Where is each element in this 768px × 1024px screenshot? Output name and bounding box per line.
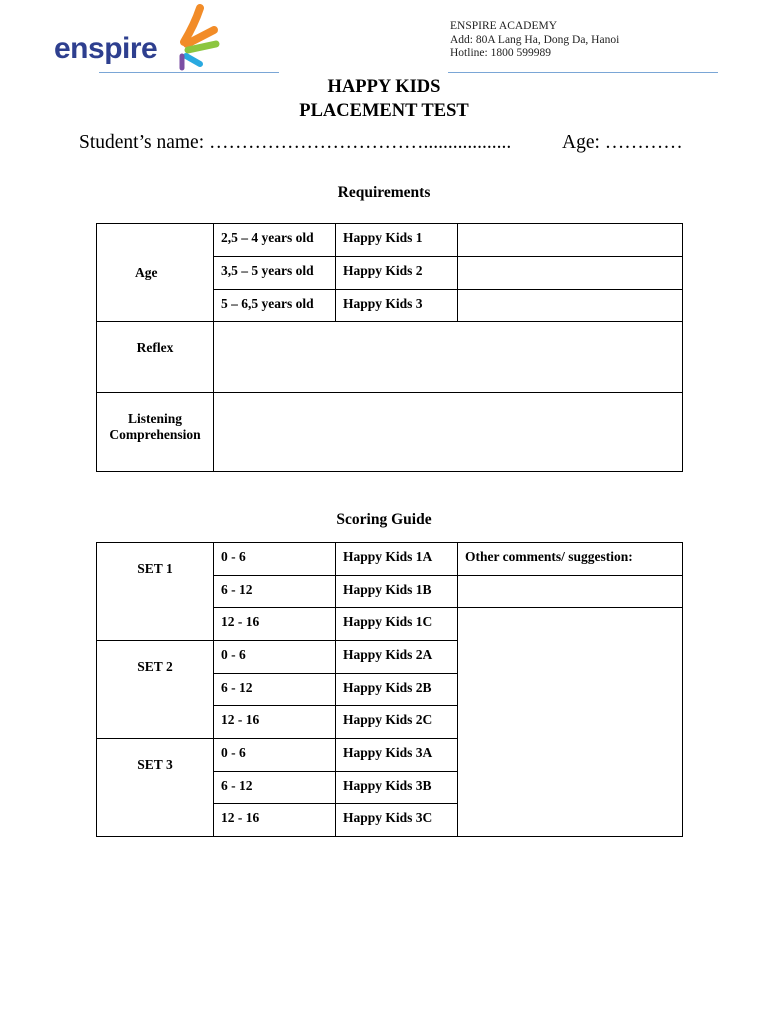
score-level: Happy Kids 3A (336, 739, 458, 772)
score-level: Happy Kids 1A (336, 543, 458, 576)
score-level: Happy Kids 3B (336, 772, 458, 804)
enspire-logo (52, 4, 224, 72)
score-range: 12 - 16 (214, 804, 336, 837)
requirements-heading: Requirements (337, 184, 431, 201)
score-range: 6 - 12 (214, 674, 336, 706)
score-range: 0 - 6 (214, 641, 336, 674)
comments-line-cell (458, 576, 683, 608)
academy-address: Add: 80A Lang Ha, Dong Da, Hanoi (450, 33, 620, 46)
academy-hotline: Hotline: 1800 599989 (450, 47, 551, 59)
table-row (97, 322, 683, 393)
listening-label-line1: Listening (127, 411, 182, 426)
requirements-table (96, 223, 683, 472)
logo-burst-icon (170, 4, 224, 72)
score-range: 12 - 16 (214, 706, 336, 739)
age-level: Happy Kids 2 (336, 257, 458, 290)
reflex-notes-cell (214, 322, 683, 393)
student-age-field: Age: ………… (562, 132, 683, 153)
age-label: Age (97, 224, 214, 322)
academy-name: ENSPIRE ACADEMY (450, 20, 558, 32)
academy-contact (450, 20, 619, 61)
title-line-2: PLACEMENT TEST (299, 101, 469, 121)
comments-label: Other comments/ suggestion: (458, 543, 683, 576)
blank-cell (458, 224, 683, 257)
score-level: Happy Kids 1B (336, 576, 458, 608)
set-label: SET 1 (97, 543, 214, 641)
score-range: 6 - 12 (214, 772, 336, 804)
set-label: SET 2 (97, 641, 214, 739)
table-row (97, 543, 683, 576)
listening-label-line2: Comprehension (109, 427, 201, 442)
score-range: 6 - 12 (214, 576, 336, 608)
blank-cell (458, 257, 683, 290)
table-row (97, 393, 683, 472)
age-range: 2,5 – 4 years old (214, 224, 336, 257)
comments-area (458, 608, 683, 837)
blank-cell (458, 290, 683, 322)
age-range: 5 – 6,5 years old (214, 290, 336, 322)
score-level: Happy Kids 3C (336, 804, 458, 837)
student-name-field: Student’s name: …………………………….................. (79, 132, 512, 153)
set-label: SET 3 (97, 739, 214, 837)
listening-notes-cell (214, 393, 683, 472)
score-level: Happy Kids 2B (336, 674, 458, 706)
score-range: 12 - 16 (214, 608, 336, 641)
score-level: Happy Kids 1C (336, 608, 458, 641)
logo-wordmark: enspire (54, 32, 158, 65)
listening-label (97, 393, 214, 472)
scoring-table (96, 542, 683, 837)
age-level: Happy Kids 1 (336, 224, 458, 257)
header-rule-left (99, 72, 279, 73)
scoring-heading: Scoring Guide (336, 511, 432, 528)
table-row (97, 224, 683, 257)
title-line-1: HAPPY KIDS (327, 77, 441, 97)
header-rule-right (448, 72, 718, 73)
score-level: Happy Kids 2C (336, 706, 458, 739)
age-level: Happy Kids 3 (336, 290, 458, 322)
score-range: 0 - 6 (214, 739, 336, 772)
reflex-label: Reflex (97, 322, 214, 393)
score-level: Happy Kids 2A (336, 641, 458, 674)
age-range: 3,5 – 5 years old (214, 257, 336, 290)
score-range: 0 - 6 (214, 543, 336, 576)
